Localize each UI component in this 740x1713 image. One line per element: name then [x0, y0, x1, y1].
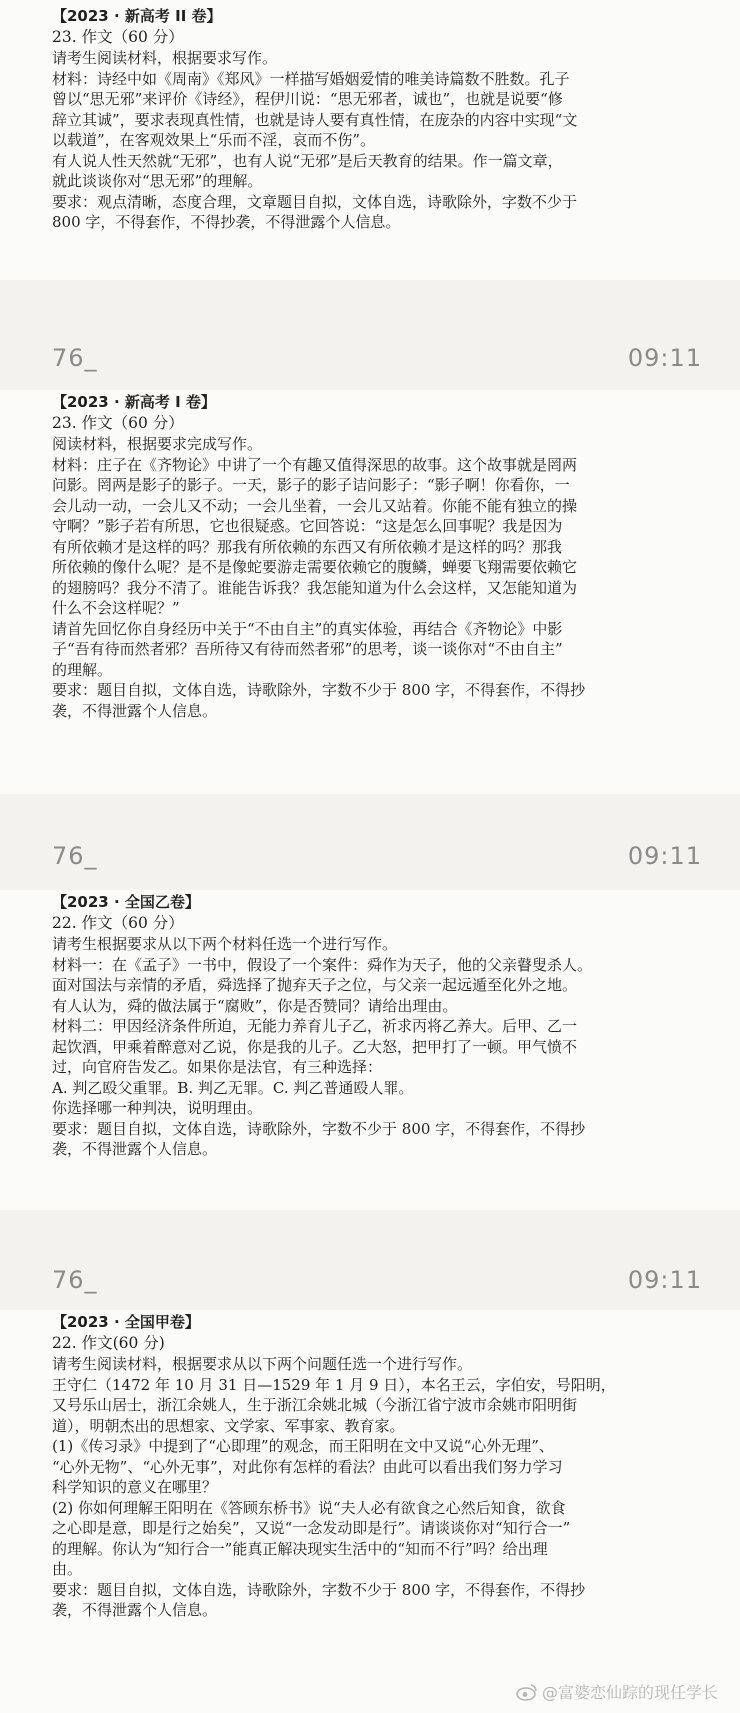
section-body: [52, 434, 740, 721]
body-line: 守啊？”影子若有所思，它也很疑惑。它回答说：“这是怎么回事呢？我是因为: [52, 517, 563, 535]
body-line: 要求：题目自拟，文体自选，诗歌除外，字数不少于 800 字，不得套作，不得抄: [52, 681, 586, 699]
body-line: (2) 你如何理解王阳明在《答顾东桥书》说“夫人必有欲食之心然后知食，欲食: [52, 1498, 566, 1517]
body-line: 又号乐山居士，浙江余姚人，生于浙江余姚北城（今浙江省宁波市余姚市阳明街: [52, 1396, 578, 1414]
body-line: 材料一：在《孟子》一书中，假设了一个案件：舜作为天子，他的父亲瞽叟杀人。: [52, 955, 593, 974]
section-title: 23. 作文（60 分）: [52, 28, 184, 46]
divider-number: 76_: [52, 1266, 98, 1294]
body-line: 起饮酒，甲乘着醉意对乙说，你是我的儿子。乙大怒，把甲打了一顿。甲气愤不: [52, 1037, 578, 1056]
body-line: 袭，不得泄露个人信息。: [52, 1601, 218, 1619]
body-line: 有人认为，舜的做法属于“腐败”，你是否赞同？请给出理由。: [52, 996, 458, 1015]
body-line: 袭，不得泄露个人信息。: [52, 701, 218, 720]
section-title: 22. 作文（60 分）: [52, 914, 184, 932]
body-line: 王守仁（1472 年 10 月 31 日—1529 年 1 月 9 日），本名王云，字伯安，号阳明，: [52, 1375, 616, 1394]
body-line: 阅读材料，根据要求完成写作。: [52, 435, 263, 453]
body-line: 就此谈谈你对“思无邪”的理解。: [52, 172, 263, 190]
body-line: 以载道”，在客观效果上“乐而不淫，哀而不伤”。: [52, 131, 376, 149]
body-line: 请考生根据要求从以下两个材料任选一个进行写作。: [52, 935, 398, 953]
body-line: (1)《传习录》中提到了“心即理”的观念，而王阳明在文中又说“心外无理”、: [52, 1437, 554, 1455]
section-header: 【2023 · 新高考 II 卷】: [52, 7, 222, 25]
body-line: 过，向官府告发乙。如果你是法官，有三种选择：: [52, 1058, 383, 1076]
body-line: 有人说人性天然就“无邪”，也有人说“无邪”是后天教育的结果。作一篇文章，: [52, 151, 563, 170]
body-line: 的翅膀吗？我分不清了。谁能告诉我？我怎能知道为什么会这样，又怎能知道为: [52, 578, 578, 597]
body-line: 800 字，不得套作，不得抄袭，不得泄露个人信息。: [52, 213, 401, 231]
essay-card-national-b: [0, 890, 740, 1210]
body-line: 你选择哪一种判决，说明理由。: [52, 1099, 263, 1117]
body-line: 所依赖的像什么呢？是不是像蛇要游走需要依赖它的腹鳞，蝉要飞翔需要依赖它: [52, 558, 578, 576]
body-line: 的理解。: [52, 660, 113, 679]
weibo-watermark: [516, 1680, 718, 1703]
body-line: 材料二：甲因经济条件所迫，无能力养育儿子乙，祈求丙将乙养大。后甲、乙一: [52, 1017, 578, 1035]
body-line: 会儿动一动，一会儿又不动；一会儿坐着，一会儿又站着。你能不能有独立的操: [52, 496, 578, 515]
watermark-text: @富婆恋仙踪的现任学长: [541, 1683, 718, 1702]
divider-time: 09:11: [627, 1266, 702, 1294]
weibo-icon: [516, 1683, 538, 1701]
body-line: 面对国法与亲情的矛盾，舜选择了抛弃天子之位，与父亲一起远遁至化外之地。: [52, 976, 578, 994]
section-body: [52, 48, 740, 233]
section-body: [52, 1354, 740, 1621]
screenshot-divider: [0, 330, 740, 390]
section-body: [52, 934, 740, 1160]
body-line: 请考生阅读材料，根据要求写作。: [52, 49, 278, 67]
body-line: 什么不会这样呢？”: [52, 599, 180, 617]
body-line: 要求：观点清晰，态度合理，文章题目自拟，文体自选，诗歌除外，字数不少于: [52, 192, 578, 211]
divider-time: 09:11: [627, 344, 702, 372]
body-line: 问影。罔两是影子的影子。一天，影子的影子诘问影子：“影子啊！你看你，一: [52, 476, 570, 494]
divider-time: 09:11: [627, 842, 702, 870]
body-line: 要求：题目自拟，文体自选，诗歌除外，字数不少于 800 字，不得套作，不得抄: [52, 1119, 586, 1138]
section-header: 【2023 · 全国甲卷】: [52, 1313, 200, 1331]
body-line: 由。: [52, 1560, 83, 1578]
body-line: 要求：题目自拟，文体自选，诗歌除外，字数不少于 800 字，不得套作，不得抄: [52, 1580, 586, 1599]
divider-number: 76_: [52, 842, 98, 870]
body-line: 辞立其诚”，要求表现真性情，也就是诗人要有真性情，在庞杂的内容中实现“文: [52, 110, 578, 129]
body-line: 曾以“思无邪”来评价《诗经》，程伊川说：“思无邪者，诚也”，也就是说要“修: [52, 90, 563, 108]
section-title: 22. 作文(60 分): [52, 1334, 165, 1352]
body-line: 材料：庄子在《齐物论》中讲了一个有趣又值得深思的故事。这个故事就是罔两: [52, 455, 578, 474]
body-line: A. 判乙殴父重罪。B. 判乙无罪。C. 判乙普通殴人罪。: [52, 1078, 414, 1097]
body-line: 科学知识的意义在哪里？: [52, 1478, 218, 1496]
essay-card-national-a: [0, 1310, 740, 1713]
section-header: 【2023 · 新高考 I 卷】: [52, 393, 216, 411]
body-line: 请首先回忆你自身经历中关于“不由自主”的真实体验，再结合《齐物论》中影: [52, 619, 563, 638]
essay-card-new-gaokao-2: [0, 0, 740, 280]
body-line: 有所依赖才是这样的吗？那我有所依赖的东西又有所依赖才是这样的吗？那我: [52, 537, 563, 556]
body-line: 的理解。你认为“知行合一”能真正解决现实生活中的“知而不行”吗？给出理: [52, 1539, 548, 1558]
section-title: 23. 作文（60 分）: [52, 414, 184, 432]
body-line: 请考生阅读材料，根据要求从以下两个问题任选一个进行写作。: [52, 1355, 473, 1373]
essay-card-new-gaokao-1: [0, 390, 740, 794]
screenshot-divider: [0, 1252, 740, 1312]
body-line: 之心即是意，即是行之始矣”，又说“一念发动即是行”。请谈谈你对“知行合一”: [52, 1519, 571, 1537]
body-line: “心外无物”、“心外无事”，对此你有怎样的看法？由此可以看出我们努力学习: [52, 1457, 563, 1476]
body-line: 子“吾有待而然者邪？吾所待又有待而然者邪”的思考，谈一谈你对“不由自主”: [52, 640, 563, 658]
divider-number: 76_: [52, 344, 98, 372]
screenshot-divider: [0, 830, 740, 890]
body-line: 袭，不得泄露个人信息。: [52, 1140, 218, 1158]
section-header: 【2023 · 全国乙卷】: [52, 893, 200, 911]
body-line: 道），明朝杰出的思想家、文学家、军事家、教育家。: [52, 1416, 405, 1435]
body-line: 材料：诗经中如《周南》《郑风》一样描写婚姻爱情的唯美诗篇数不胜数。孔子: [52, 69, 570, 88]
